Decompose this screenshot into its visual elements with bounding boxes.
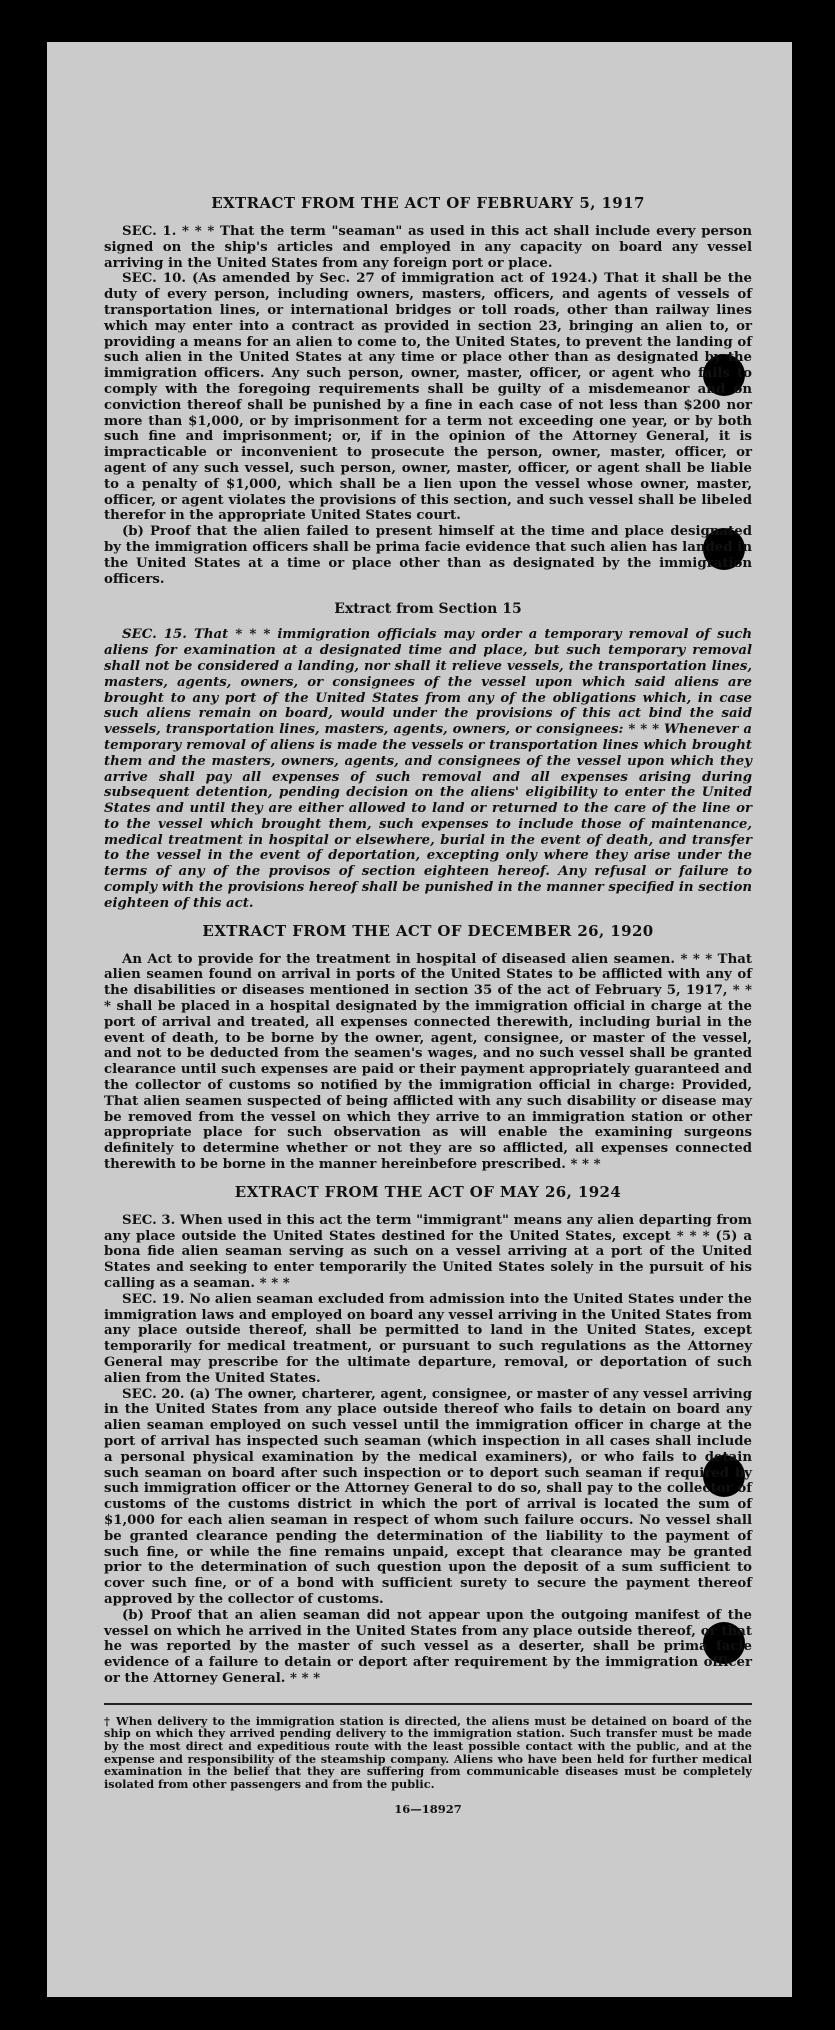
document-page	[47, 42, 792, 1997]
act-1920-paragraph: An Act to provide for the treatment in hospital of diseased alien seamen. * * * That alien seamen found on arrival in ports of the United States to be afflicted with any of the disabilities or diseases mentioned in section 35 of the act of February 5, 1917, * * * shall be placed in a hospital designated by the immigration official in charge at the port of arrival and treated, all expenses connected therewith, including burial in the event of death, to be borne by the owner, agent, consignee, or master of the vessel, and not to be deducted from the seamen's wages, and no such vessel shall be granted clearance until such expenses are paid or their payment appropriately guaranteed and the collector of customs so notified by the immigration official in charge: Provided, That alien seamen suspected of being afflicted with any such disability or disease may be removed from the vessel on which they arrive to an immigration station or other appropriate place for such observation as will enable the examining surgeons definitely to determine whether or not they are so afflicted, all expenses connected therewith to be borne in the manner hereinbefore prescribed. * * *	[104, 951, 752, 1173]
footnote: † When delivery to the immigration station is directed, the aliens must be detained on board of the ship on which they arrived pending delivery to the immigration station. Such transfer must be made by the most direct and expeditious route with the least possible contact with the public, and at the expense and responsibility of the steamship company. Aliens who have been held for further medical examination in the belief that they are suffering from communicable diseases must be completely isolated from other passengers and from the public.	[104, 1713, 752, 1791]
heading-section-15: Extract from Section 15	[334, 601, 522, 618]
document-body	[104, 194, 752, 1816]
section-19-paragraph: SEC. 19. No alien seaman excluded from admission into the United States under the immigration laws and employed on board any vessel arriving in the United States from any place outside thereof, shall be permitted to land in the United States, except temporarily for medical treatment, or pursuant to such regulations as the Attorney General may prescribe for the ultimate departure, removal, or deportation of such alien from the United States.	[104, 1291, 752, 1386]
heading-act-1924: EXTRACT FROM THE ACT OF MAY 26, 1924	[234, 1182, 622, 1201]
footnote-divider	[104, 1703, 752, 1705]
section-10b-paragraph: (b) Proof that the alien failed to present himself at the time and place designated by the immigration officers shall be prima facie evidence that such alien has landed in the United States at a time or place other than as designated by the immigration officers.	[104, 524, 752, 587]
section-20a-paragraph: SEC. 20. (a) The owner, charterer, agent, consignee, or master of any vessel arriving in the United States from any place outside thereof who fails to detain on board any alien seaman employed on such vessel until the immigration officer in charge at the port of arrival has inspected such seaman (which inspection in all cases shall include a personal physical examination by the medical examiners), or who fails to detain such seaman on board after such inspection or to deport such seaman if required by such immigration officer or the Attorney General to do so, shall pay to the collector of customs of the customs district in which the port of arrival is located the sum of $1,000 for each alien seaman in respect of whom such failure occurs. No vessel shall be granted clearance pending the determination of the liability to the payment of such fine, or while the fine remains unpaid, except that clearance may be granted prior to the determination of such question upon the deposit of a sum sufficient to cover such fine, or of a bond with sufficient surety to secure the payment thereof approved by the collector of customs.	[104, 1386, 752, 1607]
heading-act-1920: EXTRACT FROM THE ACT OF DECEMBER 26, 1920	[202, 921, 654, 940]
section-10-paragraph: SEC. 10. (As amended by Sec. 27 of immigration act of 1924.) That it shall be the duty of every person, including owners, masters, officers, and agents of vessels of transportation lines, or international bridges or toll roads, other than railway lines which may enter into a contract as provided in section 23, bringing an alien to, or providing a means for an alien to come to, the United States, to prevent the landing of such alien in the United States at any time or place other than as designated by the immigration officers. Any such person, owner, master, officer, or agent who fails to comply with the foregoing requirements shall be guilty of a misdemeanor and on conviction thereof shall be punished by a fine in each case of not less than $200 nor more than $1,000, or by imprisonment for a term not exceeding one year, or by both such fine and imprisonment; or, if in the opinion of the Attorney General, it is impracticable or inconvenient to prosecute the person, owner, master, officer, or agent of any such vessel, such person, owner, master, officer, or agent shall be liable to a penalty of $1,000, which shall be a lien upon the vessel whose owner, master, officer, or agent violates the provisions of this section, and such vessel shall be libeled therefor in the appropriate United States court.	[104, 271, 752, 524]
section-3-paragraph: SEC. 3. When used in this act the term "immigrant" means any alien departing from any place outside the United States destined for the United States, except * * * (5) a bona fide alien seaman serving as such on a vessel arriving at a port of the United States and seeking to enter temporarily the United States solely in the pursuit of his calling as a seaman. * * *	[104, 1212, 752, 1292]
form-number: 16—18927	[394, 1802, 462, 1817]
heading-act-1917: EXTRACT FROM THE ACT OF FEBRUARY 5, 1917	[211, 194, 645, 212]
section-1-paragraph: SEC. 1. * * * That the term "seaman" as used in this act shall include every person signed on the ship's articles and employed in any capacity on board any vessel arriving in the United States from any foreign port or place.	[104, 224, 752, 271]
section-20b-paragraph: (b) Proof that an alien seaman did not appear upon the outgoing manifest of the vessel on which he arrived in the United States from any place outside thereof, or that he was reported by the master of such vessel as a deserter, shall be prima facie evidence of a failure to detain or deport after requirement by the immigration officer or the Attorney General. * * *	[104, 1607, 752, 1686]
section-15-paragraph: SEC. 15. That * * * immigration officials may order a temporary removal of such aliens for examination at a designated time and place, but such temporary removal shall not be considered a landing, nor shall it relieve vessels, the transportation lines, masters, agents, owners, or consignees of the vessel upon which said aliens are brought to any port of the United States from any of the obligations which, in case such aliens remain on board, would under the provisions of this act bind the said vessels, transportation lines, masters, agents, owners, or consignees: * * * Whenever a temporary removal of aliens is made the vessels or transportation lines which brought them and the masters, owners, agents, and consignees of the vessel upon which they arrive shall pay all expenses of such removal and all expenses arising during subsequent detention, pending decision on the aliens' eligibility to enter the United States and until they are either allowed to land or returned to the care of the line or to the vessel which brought them, such expenses to include those of maintenance, medical treatment in hospital or elsewhere, burial in the event of death, and transfer to the vessel in the event of deportation, excepting only where they arise under the terms of any of the provisos of section eighteen hereof. Any refusal or failure to comply with the provisions hereof shall be punished in the manner specified in section eighteen of this act.	[104, 627, 752, 911]
